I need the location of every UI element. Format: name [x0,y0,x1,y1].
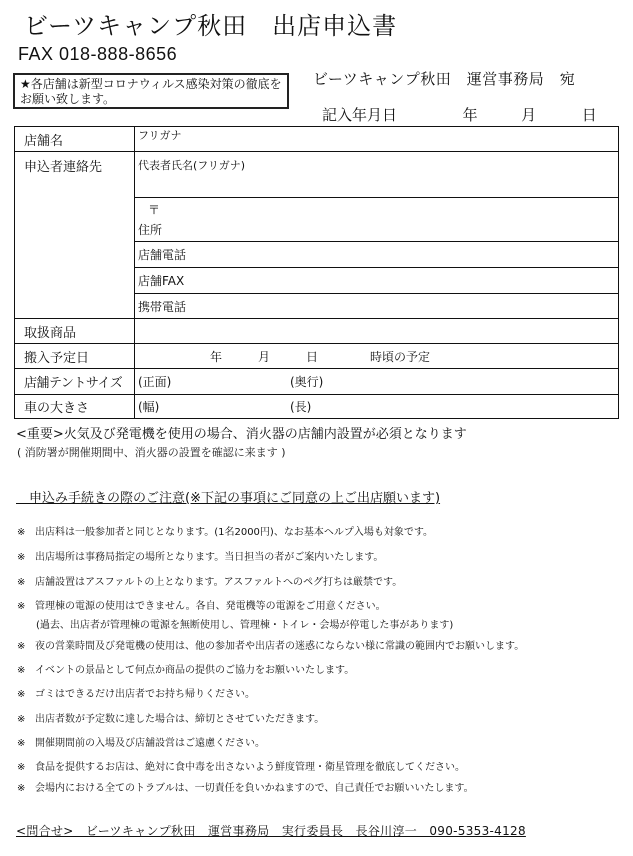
rule-text: 出店者数が予定数に達した場合は、締切とさせていただきます。 [35,714,325,725]
rule-item [17,734,265,749]
row-delivery-date [15,344,619,369]
representative-hint: 代表者氏名(フリガナ) [138,159,246,172]
rule-text: 開催期間前の入場及び店舗設営はご遠慮ください。 [35,738,265,749]
rule-mark: ※ [17,527,26,538]
rule-item [17,710,324,725]
row-shop-name [15,127,619,152]
rule-mark: ※ [17,665,26,676]
rule-mark: ※ [17,783,26,794]
entry-date-year-label: 年 [462,106,478,124]
addressee: ビーツキャンプ秋田 運営事務局 宛 [313,70,576,88]
rule-text: 夜の営業時間及び発電機の使用は、他の参加者や出店者の迷惑にならない様に常識の範囲内でお願いします。 [35,641,525,652]
delivery-year-label: 年 [210,349,223,364]
delivery-month-label: 月 [258,349,271,364]
rule-item [17,523,433,538]
shop-phone-field[interactable] [135,242,619,268]
fire-department-note: ( 消防署が開催期間中、消火器の設置を確認に来ます ) [17,446,286,459]
car-length-label: (長) [290,400,312,414]
entry-date-day-label: 日 [581,106,597,124]
tent-depth-label: (奥行) [290,375,324,389]
tent-front-label: (正面) [138,375,172,389]
shop-fax-hint: 店舗FAX [138,274,185,288]
row-tent-size [15,369,619,395]
delivery-label: 搬入予定日 [15,344,135,369]
entry-date-month-label: 月 [521,106,537,124]
contact-label: 申込者連絡先 [15,152,135,319]
delivery-day-label: 日 [306,349,319,364]
car-width-label: (幅) [138,400,160,414]
shop-name-field[interactable] [135,127,619,152]
tent-size-field[interactable] [135,369,619,395]
document-title: ビーツキャンプ秋田 出店申込書 [24,12,398,40]
shop-name-hint: フリガナ [138,129,182,142]
rule-mark: ※ [17,762,26,773]
mobile-hint: 携帯電話 [138,299,187,314]
rule-item [17,758,465,773]
rule-mark: ※ [17,601,26,612]
rule-text: 食品を提供するお店は、絶対に食中毒を出さないよう鮮度管理・衛星管理を徹底してください。 [35,762,465,773]
row-car-size [15,395,619,419]
mobile-field[interactable] [135,294,619,319]
rule-item [17,597,386,612]
car-size-field[interactable] [135,395,619,419]
contact-info: <問合せ> ビーツキャンプ秋田 運営事務局 実行委員長 長谷川淳一 090-5353-4128 [16,824,526,838]
rule-text: 会場内における全てのトラブルは、一切責任を負いかねますので、自己責任でお願いいたします。 [35,783,474,794]
address-hint: 住所 [138,222,163,237]
rule-item [17,779,474,794]
rule-text: 店舗設置はアスファルトの上となります。アスファルトへのペグ打ちは厳禁です。 [35,577,403,588]
application-form-table [14,126,619,419]
rule-text: 出店場所は事務局指定の場所となります。当日担当の者がご案内いたします。 [35,552,384,563]
rule-item [17,685,255,700]
representative-field[interactable] [135,152,619,198]
row-representative [15,152,619,198]
rule-mark: ※ [17,641,26,652]
shop-name-label: 店舗名 [15,127,135,152]
rule-item [17,573,402,588]
caution-heading: 申込み手続きの際のご注意(※下記の事項にご同意の上ご出店願います) [16,491,441,506]
entry-date-row [322,104,597,125]
rule-mark: ※ [17,689,26,700]
products-label: 取扱商品 [15,319,135,344]
rule-item [17,661,354,676]
rule-text: イベントの景品として何点か商品の提供のご協力をお願いいたします。 [35,665,355,676]
important-notice: <重要>火気及び発電機を使用の場合、消火器の店舗内設置が必須となります [16,427,467,442]
fax-number: FAX 018-888-8656 [18,44,178,64]
delivery-date-field[interactable] [135,344,619,369]
rule-text: ゴミはできるだけ出店者でお持ち帰りください。 [35,689,255,700]
rule-text: 出店料は一般参加者と同じとなります。(1名2000円)、なお基本ヘルプ入場も対象です。 [35,527,434,538]
rule-item [17,548,383,563]
rule-mark: ※ [17,738,26,749]
row-products [15,319,619,344]
covid-notice-box: ★各店舗は新型コロナウィルス感染対策の徹底をお願い致します。 [13,73,289,109]
address-field[interactable] [135,198,619,242]
rule-text: 管理棟の電源の使用はできません。各自、発電機等の電源をご用意ください。 [35,601,386,612]
postal-mark: 〒 [148,202,161,217]
shop-fax-field[interactable] [135,268,619,294]
rule-item [17,637,524,652]
car-size-label: 車の大きさ [15,395,135,419]
rule-mark: ※ [17,714,26,725]
rule-mark: ※ [17,552,26,563]
tent-size-label: 店舗テントサイズ [15,369,135,395]
entry-date-label: 記入年月日 [322,106,398,124]
delivery-time-label: 時頃の予定 [370,349,431,364]
rule-mark: ※ [17,577,26,588]
products-field[interactable] [135,319,619,344]
rule-subnote: (過去、出店者が管理棟の電源を無断使用し、管理棟・トイレ・会場が停電した事があります) [36,620,454,631]
shop-phone-hint: 店舗電話 [138,248,187,262]
